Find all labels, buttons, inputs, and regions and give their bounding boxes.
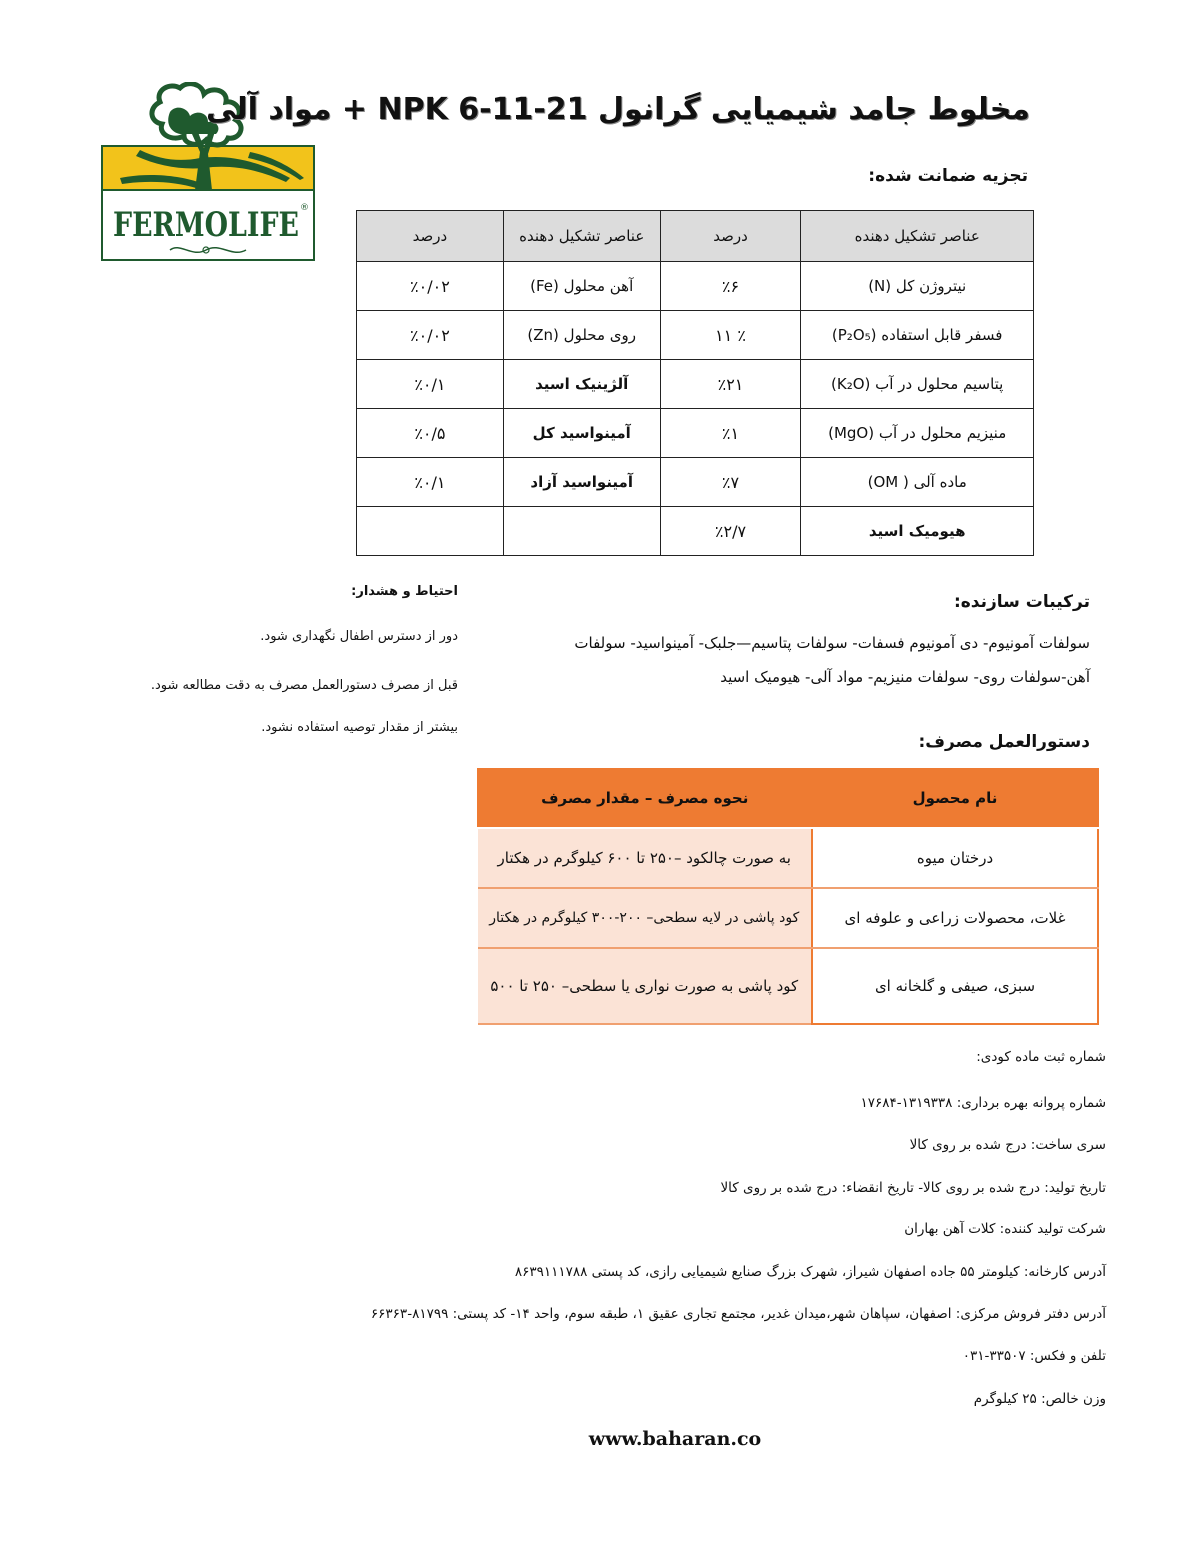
website-link[interactable]: www.baharan.co — [588, 1428, 762, 1450]
usage-heading: دستورالعمل مصرف: — [918, 732, 1090, 752]
element-percent: ٪۰/۰۲ — [357, 262, 504, 311]
components-text: آهن-سولفات روی- سولفات منیزیم- مواد آلی- هیومیک اسید — [720, 668, 1090, 686]
element-percent: ٪۰/۵ — [357, 409, 504, 458]
manufacturer: شرکت تولید کننده: کلات آهن بهاران — [904, 1221, 1106, 1237]
registered-mark: ® — [300, 203, 309, 213]
crop-name: درختان میوه — [812, 828, 1098, 888]
components-text: سولفات آمونیوم- دی آمونیوم فسفات- سولفات پتاسیم—جلبک- آمینواسید- سولفات — [574, 634, 1090, 652]
warning-item: قبل از مصرف دستورالعمل مصرف به دقت مطالعه شود. — [150, 678, 458, 693]
column-header: نام محصول — [812, 769, 1098, 829]
usage-method: به صورت چالکود –۲۵۰ تا ۶۰۰ کیلوگرم در هکتار — [478, 828, 813, 888]
element-percent: ٪۶ — [660, 262, 801, 311]
element-percent: ٪ ۱۱ — [660, 311, 801, 360]
column-header: عناصر تشکیل دهنده — [503, 211, 660, 262]
element-percent: ٪۷ — [660, 458, 801, 507]
column-header: درصد — [357, 211, 504, 262]
usage-method: کود پاشی به صورت نواری یا سطحی– ۲۵۰ تا ۵۰۰ — [478, 948, 813, 1024]
license-number: شماره پروانه بهره برداری: ۱۳۱۹۳۳۸-۱۷۶۸۴ — [860, 1095, 1106, 1111]
factory-address: آدرس کارخانه: کیلومتر ۵۵ جاده اصفهان شیراز، شهرک بزرگ صنایع شیمیایی رازی، کد پستی ۸۶۳۹۱۱۱۷۸۸ — [514, 1264, 1106, 1280]
element-percent: ٪۰/۰۲ — [357, 311, 504, 360]
analysis-heading: تجزیه ضمانت شده: — [868, 166, 1028, 186]
table-row — [357, 458, 1034, 507]
element-name: روی محلول (Zn) — [503, 311, 660, 360]
registration-number: شماره ثبت ماده کودی: — [976, 1049, 1106, 1065]
table-row — [357, 507, 1034, 556]
element-name: ماده آلی ( OM) — [801, 458, 1034, 507]
column-header: نحوه مصرف – مقدار مصرف — [478, 769, 813, 829]
table-row — [357, 360, 1034, 409]
element-name: آمینواسید آزاد — [503, 458, 660, 507]
table-row — [478, 888, 1099, 948]
element-percent: ٪۱ — [660, 409, 801, 458]
warnings-heading: احتیاط و هشدار: — [351, 584, 458, 599]
element-name: آهن محلول (Fe) — [503, 262, 660, 311]
element-name: آمینواسید کل — [503, 409, 660, 458]
table-row — [478, 828, 1099, 888]
logo-text: FERMOLIFE — [113, 205, 299, 245]
warning-item: بیشتر از مقدار توصیه استفاده نشود. — [261, 720, 458, 735]
element-name: هیومیک اسید — [801, 507, 1034, 556]
guaranteed-analysis-table — [356, 210, 1034, 556]
element-name: نیتروژن کل (N) — [801, 262, 1034, 311]
components-heading: ترکیبات سازنده: — [953, 592, 1090, 612]
element-percent: ٪۰/۱ — [357, 458, 504, 507]
phone-fax: تلفن و فکس: ۳۳۵۰۷-۰۳۱ — [962, 1348, 1106, 1364]
column-header: درصد — [660, 211, 801, 262]
element-name: پتاسیم محلول در آب (K₂O) — [801, 360, 1034, 409]
crop-name: سبزی، صیفی و گلخانه ای — [812, 948, 1098, 1024]
element-name: فسفر قابل استفاده (P₂O₅) — [801, 311, 1034, 360]
warning-item: دور از دسترس اطفال نگهداری شود. — [260, 629, 458, 644]
table-row — [357, 409, 1034, 458]
element-name: آلژینیک اسید — [503, 360, 660, 409]
empty-cell — [357, 507, 504, 556]
table-row — [357, 262, 1034, 311]
sales-office-address: آدرس دفتر فروش مرکزی: اصفهان، سپاهان شهر،میدان غدیر، مجتمع تجاری عقیق ۱، طبقه سوم، واحد ۱۴- کد پستی: ۸۱۷۹۹-۶۶۳۶۳ — [370, 1306, 1106, 1322]
usage-method: کود پاشی در لایه سطحی– ۲۰۰-۳۰۰ کیلوگرم در هکتار — [478, 888, 813, 948]
table-header-row — [357, 211, 1034, 262]
usage-instructions-table — [477, 768, 1099, 1025]
element-name: منیزیم محلول در آب (MgO) — [801, 409, 1034, 458]
table-row — [478, 948, 1099, 1024]
element-percent: ٪۰/۱ — [357, 360, 504, 409]
empty-cell — [503, 507, 660, 556]
production-expiry-date: تاریخ تولید: درج شده بر روی کالا- تاریخ انقضاء: درج شده بر روی کالا — [720, 1180, 1106, 1196]
crop-name: غلات، محصولات زراعی و علوفه ای — [812, 888, 1098, 948]
page-title: مخلوط جامد شیمیایی گرانول NPK 6-11-21 + مواد آلی — [206, 92, 1030, 127]
batch-series: سری ساخت: درج شده بر روی کالا — [909, 1137, 1106, 1153]
element-percent: ٪۲۱ — [660, 360, 801, 409]
net-weight: وزن خالص: ۲۵ کیلوگرم — [973, 1391, 1106, 1407]
element-percent: ٪۲/۷ — [660, 507, 801, 556]
table-header-row — [478, 769, 1099, 829]
column-header: عناصر تشکیل دهنده — [801, 211, 1034, 262]
table-row — [357, 311, 1034, 360]
